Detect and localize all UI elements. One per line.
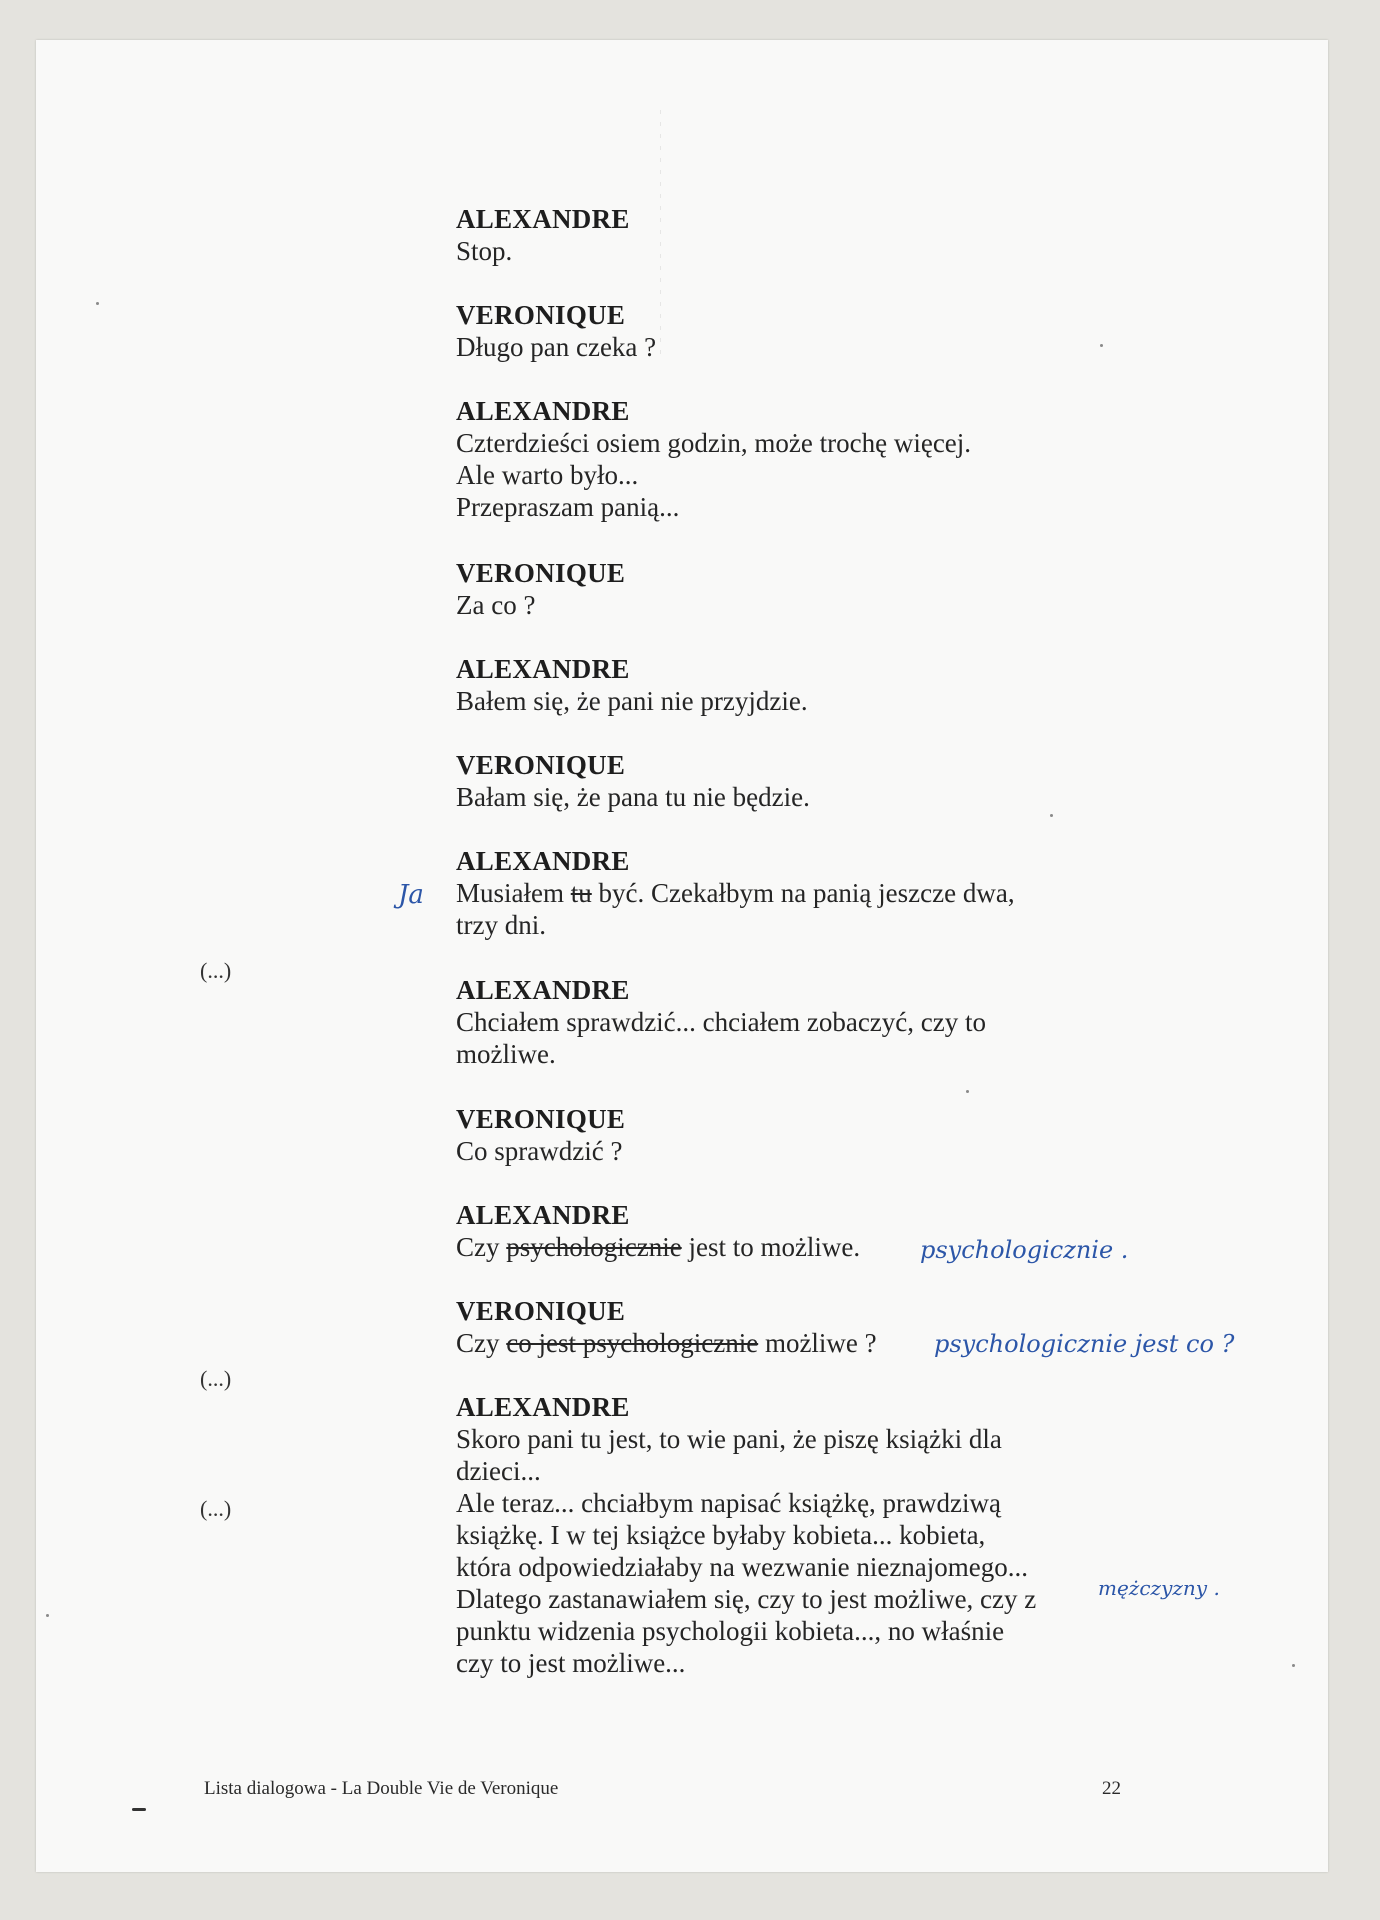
paper-speck <box>132 1808 146 1811</box>
paper-speck <box>1100 344 1103 347</box>
struck-text: psychologicznie <box>506 1232 682 1262</box>
speaker-name: ALEXANDRE <box>456 204 630 234</box>
handwritten-note: Ja <box>398 880 424 910</box>
handwritten-note: psychologicznie . <box>920 1236 1129 1264</box>
struck-text: tu <box>570 878 592 908</box>
dialogue-block-6 <box>456 750 1196 813</box>
dialogue-block-2 <box>456 300 1196 363</box>
margin-ellipsis: (...) <box>200 1366 232 1391</box>
dialogue-line: książkę. I w tej książce byłaby kobieta... kobieta, <box>456 1520 986 1550</box>
dialogue-line: Długo pan czeka ? <box>456 332 657 362</box>
dialogue-line: Ale teraz... chciałbym napisać książkę, prawdziwą <box>456 1488 1001 1518</box>
dialogue-line: Co sprawdzić ? <box>456 1136 623 1166</box>
dialogue-block-8 <box>456 975 1196 1070</box>
speaker-name: ALEXANDRE <box>456 396 630 426</box>
dialogue-line: Bałem się, że pani nie przyjdzie. <box>456 686 808 716</box>
handwritten-note: psychologicznie jest co ? <box>934 1330 1235 1358</box>
speaker-name: VERONIQUE <box>456 558 626 588</box>
paper-speck <box>46 1614 49 1617</box>
dialogue-block-3 <box>456 396 1196 523</box>
dialogue-block-1 <box>456 204 1196 267</box>
dialogue-line-edited: Czy psychologicznie jest to możliwe. <box>456 1232 861 1262</box>
speaker-name: ALEXANDRE <box>456 975 630 1005</box>
dialogue-line-edited: Musiałem tu być. Czekałbym na panią jeszcze dwa, <box>456 878 1015 908</box>
margin-ellipsis: (...) <box>200 1496 232 1521</box>
dialogue-line: dzieci... <box>456 1456 541 1486</box>
dialogue-line: Za co ? <box>456 590 536 620</box>
dialogue-line: która odpowiedziałaby na wezwanie nieznajomego... <box>456 1552 1029 1582</box>
dialogue-block-12 <box>456 1392 1196 1679</box>
document-page <box>36 40 1328 1872</box>
footer-title: Lista dialogowa - La Double Vie de Veronique <box>204 1778 559 1799</box>
dialogue-line: Bałam się, że pana tu nie będzie. <box>456 782 810 812</box>
dialogue-line: czy to jest możliwe... <box>456 1648 686 1678</box>
dialogue-line: możliwe. <box>456 1039 556 1069</box>
dialogue-line: Chciałem sprawdzić... chciałem zobaczyć, czy to <box>456 1007 986 1037</box>
dialogue-line: Dlatego zastanawiałem się, czy to jest możliwe, czy z <box>456 1584 1037 1614</box>
dialogue-line: Czterdzieści osiem godzin, może trochę więcej. <box>456 428 972 458</box>
dialogue-block-9 <box>456 1104 1196 1167</box>
speaker-name: VERONIQUE <box>456 300 626 330</box>
paper-speck <box>1292 1664 1295 1667</box>
speaker-name: ALEXANDRE <box>456 1200 630 1230</box>
speaker-name: ALEXANDRE <box>456 1392 630 1422</box>
dialogue-line: Stop. <box>456 236 513 266</box>
handwritten-note: mężczyzny . <box>1098 1576 1220 1600</box>
dialogue-block-4 <box>456 558 1196 621</box>
margin-ellipsis: (...) <box>200 958 232 983</box>
dialogue-line: trzy dni. <box>456 910 546 940</box>
dialogue-line: punktu widzenia psychologii kobieta..., no właśnie <box>456 1616 1005 1646</box>
page-number: 22 <box>1102 1778 1121 1799</box>
dialogue-block-7 <box>456 846 1196 941</box>
paper-speck <box>1050 814 1053 817</box>
dialogue-line: Ale warto było... <box>456 460 639 490</box>
struck-text: co jest psychologicznie <box>506 1328 759 1358</box>
speaker-name: VERONIQUE <box>456 1296 626 1326</box>
speaker-name: VERONIQUE <box>456 1104 626 1134</box>
speaker-name: ALEXANDRE <box>456 654 630 684</box>
dialogue-line: Skoro pani tu jest, to wie pani, że piszę książki dla <box>456 1424 1002 1454</box>
dialogue-line: Przepraszam panią... <box>456 492 680 522</box>
speaker-name: VERONIQUE <box>456 750 626 780</box>
dialogue-line-edited: Czy co jest psychologicznie możliwe ? <box>456 1328 877 1358</box>
paper-speck <box>966 1090 969 1093</box>
speaker-name: ALEXANDRE <box>456 846 630 876</box>
paper-speck <box>96 302 99 305</box>
dialogue-block-5 <box>456 654 1196 717</box>
